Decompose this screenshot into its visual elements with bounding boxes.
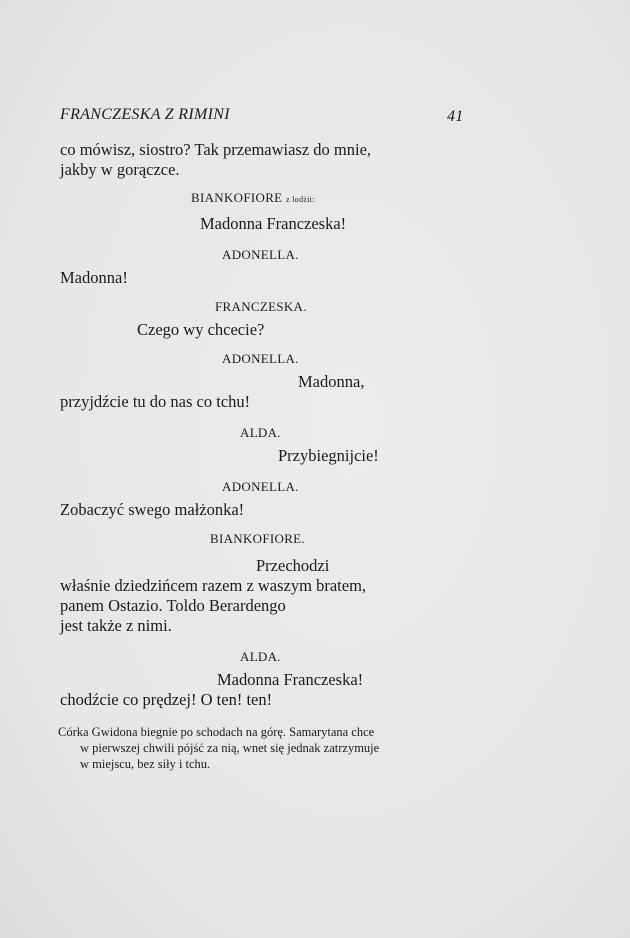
speaker-label: BIANKOFIORE — [191, 190, 283, 205]
text-line: Czego wy chcecie? — [137, 320, 265, 339]
text-line: Przybiegnijcie! — [278, 446, 379, 465]
text-line: Madonna Franczeska! — [217, 670, 364, 689]
stage-direction-line: w pierwszej chwili pójść za nią, wnet się jednak zatrzymuje — [80, 741, 380, 755]
text-line: przyjdźcie tu do nas co tchu! — [60, 392, 251, 411]
speaker-name — [191, 188, 315, 210]
text-line: Madonna, — [298, 372, 365, 391]
text-line: właśnie dziedzińcem razem z waszym bratem, — [60, 576, 367, 595]
running-title: FRANCZESKA Z RIMINI — [60, 106, 230, 123]
speaker-name: FRANCZESKA. — [215, 299, 307, 314]
page-number: 41 — [447, 108, 464, 125]
text-line: Madonna Franczeska! — [200, 214, 347, 233]
text-line: co mówisz, siostro? Tak przemawiasz do mnie, — [60, 140, 372, 159]
text-line: chodźcie co prędzej! O ten! ten! — [60, 690, 273, 709]
speaker-name: ADONELLA. — [222, 351, 299, 366]
text-line: Przechodzi — [256, 556, 330, 575]
stage-direction-line: w miejscu, bez siły i tchu. — [80, 757, 211, 771]
text-line: jest także z nimi. — [60, 616, 172, 635]
speaker-name: ADONELLA. — [222, 247, 299, 262]
speaker-name: ADONELLA. — [222, 479, 299, 494]
speaker-name: ALDA. — [240, 649, 281, 664]
text-line: Madonna! — [60, 268, 128, 287]
text-line: jakby w gorączce. — [60, 160, 180, 179]
text-line: Zobaczyć swego małżonka! — [60, 500, 245, 519]
speaker-name: BIANKOFIORE. — [210, 531, 305, 546]
speaker-name: ALDA. — [240, 425, 281, 440]
text-line: panem Ostazio. Toldo Berardengo — [60, 596, 286, 615]
speaker-note: z lodżii: — [285, 195, 315, 204]
stage-direction-line: Córka Gwidona biegnie po schodach na górę. Samarytana chce — [58, 725, 375, 739]
